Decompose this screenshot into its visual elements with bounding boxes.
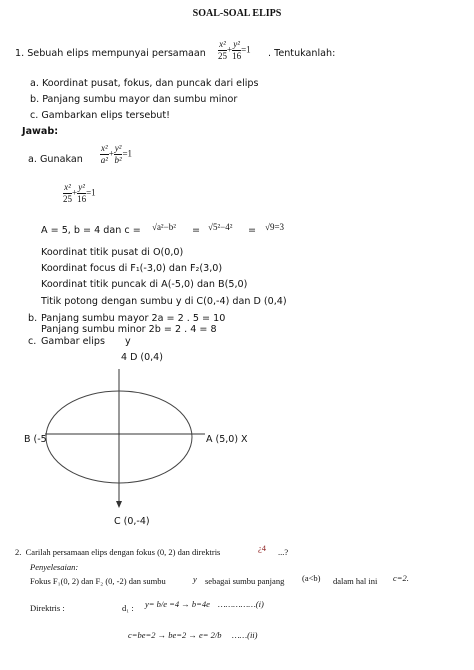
q1-eq-num1: x² [219,39,226,49]
gen-num2: y² [114,143,122,153]
gambar-line: Gambar elips [41,336,105,347]
q2-text: Carilah persamaan elips dengan fokus (0, 2) dan direktris [25,547,221,557]
q2-line1-c: dalam hal ini [333,576,378,586]
spec-den2: 16 [77,194,87,204]
ellipse-graph [0,345,474,535]
q1-item-b: b. Panjang sumbu mayor dan sumbu minor [30,94,238,105]
q1-eq-den2: 16 [232,51,242,61]
direktris-label: Direktris : [30,603,65,613]
c-value-line: A = 5, b = 4 dan c = [41,225,141,236]
spec-den1: 25 [63,194,72,204]
graph-label-c: C (0,-4) [114,516,150,527]
specific-ellipse-equation: $\frac{\text{x²}}{25}$ + $\frac{\text{y²}}{16}$ =1 [63,182,96,204]
q2-number: 2. [15,547,22,557]
c-eq-2: = [248,225,257,236]
gen-den2: b² [114,155,122,165]
pusat-line: Koordinat titik pusat di O(0,0) [41,247,184,258]
c-label: c. [28,336,37,347]
q1-number: 1. [15,48,25,59]
c-expr-3: √9=3 [265,222,285,232]
y-axis-label: y [125,336,131,347]
fokus-line: Koordinat focus di F₁(-3,0) dan F₂(3,0) [41,263,223,274]
graph-label-b: B (-5 [24,434,47,445]
c-expr-1: √a²−b² [152,222,176,232]
spec-num1: x² [64,182,71,192]
q2-tail: ...? [278,547,289,557]
minor-line: Panjang sumbu minor 2b = 2 . 4 = 8 [41,324,217,335]
q2-eq-ii-tag: ……(ii) [232,630,258,640]
q2-eq-i: y= b/e =4 → b=4e [145,599,210,609]
c-eq-1: = [192,225,201,236]
q2-directrix-value: ¿4 [258,543,267,553]
graph-label-a: A (5,0) X [206,434,248,445]
q1-eq-den1: 25 [218,51,227,61]
q2-line1-cond: (a<b) [302,573,321,583]
answer-heading: Jawab: [22,126,59,137]
answer-a-label: a. [28,154,37,165]
c-expr-2: √5²−4² [208,222,233,232]
q1-eq-rhs: =1 [241,44,251,55]
q2-line1-c-val: c=2. [393,573,409,583]
gen-den1: a² [100,155,108,165]
q2-eq-i-tag: ……………(i) [218,599,264,609]
penyelesaian-label: Penyelesaian: [30,562,79,572]
page-title: SOAL-SOAL ELIPS [192,8,282,19]
q1-eq-num2: y² [233,39,240,49]
potong-line: Titik potong dengan sumbu y di C(0,-4) dan D (0,4) [41,296,287,307]
q1-item-c: c. Gambarkan elips tersebut! [30,110,170,121]
answer-a-text: Gunakan [40,154,83,165]
q1-item-a: a. Koordinat pusat, fokus, dan puncak dari elips [30,78,259,89]
q1-equation: $\frac{\text{x²}}{25}$ + $\frac{\text{y²}}{16}$ =1 [218,39,251,61]
gen-num1: x² [101,143,108,153]
q1-suffix: . Tentukanlah: [268,48,336,59]
q1-prefix: Sebuah elips mempunyai persamaan [27,48,206,59]
q2-line1-a: Fokus F₁(0, 2) dan F₂ (0, -2) dan sumbu [30,576,166,586]
answer-a-line [28,154,83,165]
q2-eq-ii: c=be=2 → be=2 → e= 2/b [128,630,222,640]
q2-line1-y: y [193,574,197,584]
b-label: b. [28,313,38,324]
puncak-line: Koordinat titik puncak di A(-5,0) dan B(5,0) [41,279,248,290]
mayor-line: Panjang sumbu mayor 2a = 2 . 5 = 10 [41,313,226,324]
d1-label: d₁ : [122,603,134,613]
q1-statement [15,48,206,59]
q2-statement [15,547,220,557]
q2-line1-b: sebagai sumbu panjang [205,576,285,586]
spec-num2: y² [78,182,85,192]
general-ellipse-equation: $\frac{\text{x²}}{\text{a²}}$ + $\frac{\text{y²}}{\text{b²}}$ =1 [100,143,133,165]
y-axis-arrow-icon [116,501,122,508]
graph-label-d: 4 D (0,4) [121,352,163,363]
